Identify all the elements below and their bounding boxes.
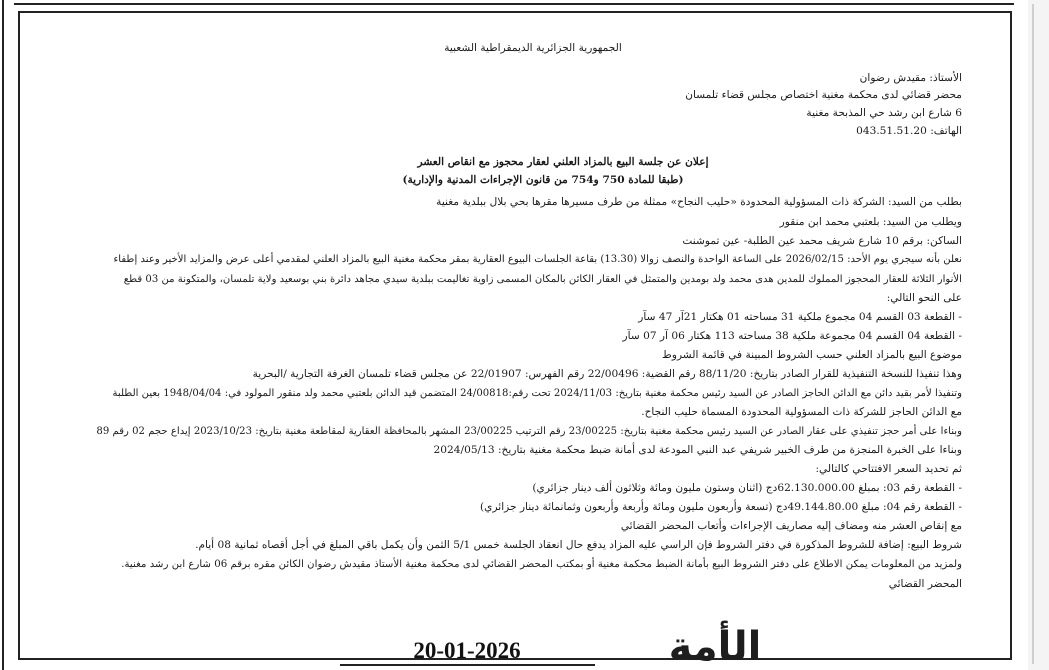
bailiff-title: محضر قضائي لدى محكمة مغنية اختصاص مجلس قضاء تلمسان (685, 89, 962, 101)
text-line: وتنفيذا لأمر بقيد دائن مع الدائن الحاجز الصادر عن السيد رئيس محكمة مغنية بتاريخ: 2024/11/03 تحت رقم:24/00818 المتضمن قيد الدائن بلعتبي محمد ولد منقور المولود في: 1948/04/04 بعين الطلبة (112, 388, 962, 399)
scan-margin-right (1028, 0, 1049, 670)
text-line: - القطعة 04 القسم 04 مجموعة ملكية 38 مساحته 113 هكتار 06 آر 07 سآر (622, 330, 962, 342)
announcement-subtitle: (طبقا للمادة 750 و754 من قانون الإجراءات المدنية والإدارية) (402, 174, 684, 186)
text-line: ثم تحديد السعر الافتتاحي كالتالي: (815, 463, 962, 475)
text-line: مع الدائن الحاجز للشركة ذات المسؤولية المحدودة المسماة حليب النجاح. (641, 406, 962, 418)
bailiff-address: 6 شارع ابن رشد حي المذبحة مغنية (806, 107, 962, 119)
text-line: - القطعة 03 القسم 04 مجموع ملكية 31 مساحته 01 هكتار 21آر 47 سآر (638, 311, 962, 323)
text-line: مع إنقاص العشر منه ومضاف إليه مصاريف الإجراءات وأتعاب المحضر القضائي (620, 520, 962, 532)
bailiff-name: الأستاذ: مقيدش رضوان (859, 72, 962, 84)
text-line: وهذا تنفيذا للنسخة التنفيذية للقرار الصادر بتاريخ: 88/11/20 رقم القضية: 22/00496 رقم الفهرس: 22/01907 عن مجلس قضاء تلمسان الغرفة التجارية /البحرية (252, 368, 962, 380)
text-line: - القطعة رقم 04: مبلغ 49.144.80.00دج (تسعة وأربعون مليون ومائة وأربعة وأربعون وثمانمائة دينار جزائري) (480, 501, 962, 513)
text-line: الساكن: برقم 10 شارع شريف محمد عين الطلبة- عين تموشنت (682, 235, 962, 247)
notice-body (44, 29, 962, 649)
text-line: نعلن بأنه سيجري يوم الأحد: 2026/02/15 على الساعة الواحدة والنصف زوالا (13.30) بقاعة الجلسات البيوع العقارية بمقر محكمة مغنية البيع بالمزاد العلني لمقدمي أعلى عرض والمزايد الأخير وعند إطفاء (113, 254, 962, 265)
footer-rule (340, 664, 595, 666)
signature-label: المحضر القضائي (888, 578, 962, 590)
text-line: وبناءا على أمر حجز تنفيذي على عقار الصادر عن السيد رئيس محكمة مغنية بتاريخ: 23/00225 رقم الترتيب 23/00225 المشهر بالمحافظة العقارية لمقاطعة مغنية بتاريخ: 2023/10/23 إيداع حجم 02 رقم 89 (96, 426, 962, 437)
text-line: ويطلب من السيد: بلعتبي محمد ابن منقور (779, 216, 962, 228)
notice-frame (18, 11, 1012, 660)
text-line: الأنوار الثلاثة للعقار المحجوز المملوك للمدين هدى محمد ولد بومدين والمتمثل في العقار الكائن بالمكان المسمى زاوية تغاليمت ببلدية سيدي مجاهد دائرة بني بوسعيد ولاية تلمسان، والمتكونة من 03 قطع (123, 274, 962, 285)
newspaper-logo: الأمة (668, 624, 762, 670)
bailiff-phone: الهاتف: 043.51.51.20 (856, 125, 962, 137)
text-line: بطلب من السيد: الشركة ذات المسؤولية المحدودة «حليب النجاح» ممثلة من طرف مسيرها مقرها بحي بلال ببلدية مغنية (436, 196, 962, 208)
text-line: موضوع البيع بالمزاد العلني حسب الشروط المبينة في قائمة الشروط (662, 349, 962, 361)
publication-date: 20-01-2026 (413, 638, 521, 663)
text-line: ولمزيد من المعلومات يمكن الاطلاع على دفتر الشروط البيع بأمانة الضبط محكمة مغنية أو بمكتب المحضر القضائي لدى محكمة مغنية الأستاذ مقيدش رضوان الكائن مقره برقم 06 شارع ابن رشد مغنية. (121, 559, 962, 570)
page-edge-left (2, 0, 4, 670)
republic-heading: الجمهورية الجزائرية الديمقراطية الشعبية (444, 42, 622, 54)
announcement-title: إعلان عن جلسة البيع بالمزاد العلني لعقار محجوز مع انقاص العشر (417, 156, 709, 168)
text-line: - القطعة رقم 03: بمبلغ 62.130.000.00دج (اثنان وستون مليون ومائة وثلاثون ألف دينار جزائري) (532, 482, 962, 494)
text-line: وبناءا على الخبرة المنجزة من طرف الخبير شريفي عبد النبي المودعة لدى أمانة ضبط محكمة مغنية بتاريخ: 2024/05/13 (433, 444, 962, 456)
text-line: على النحو التالي: (886, 292, 962, 304)
text-line: شروط البيع: إضافة للشروط المذكورة في دفتر الشروط فإن الراسي عليه المزاد يدفع حال انعقاد الجلسة خمس 5/1 الثمن وأن يكمل باقي المبلغ في أجل أقصاه ثمانية 08 أيام. (195, 539, 962, 551)
top-rule (14, 3, 1014, 5)
